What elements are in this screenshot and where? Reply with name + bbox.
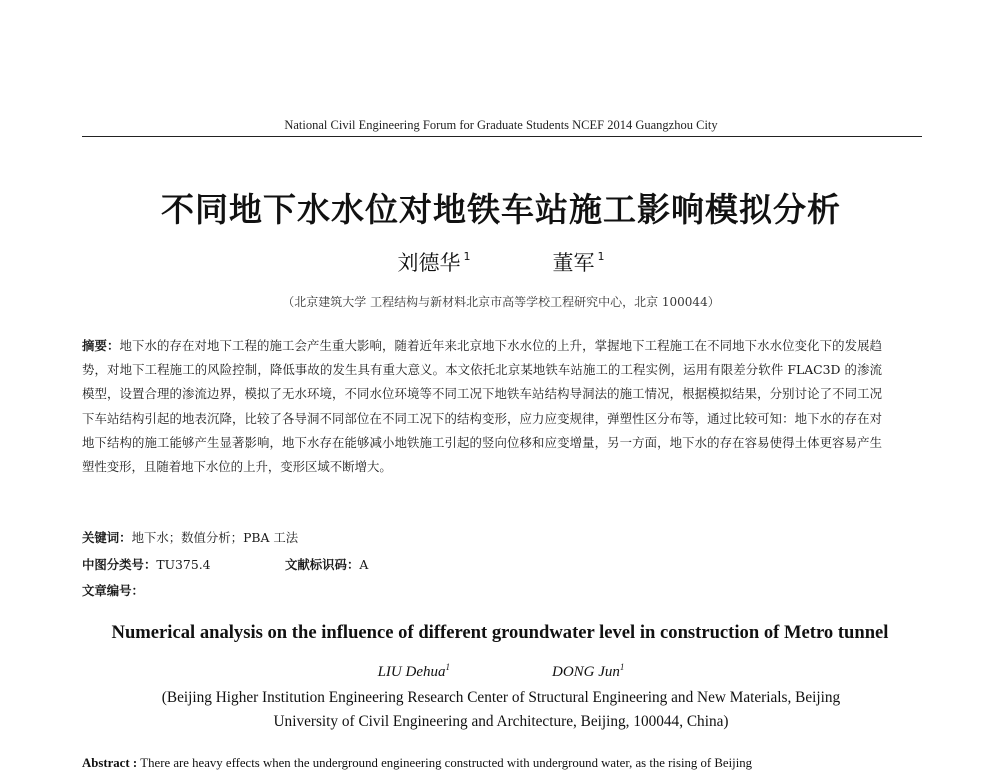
en-title: Numerical analysis on the influence of different groundwater level in construction of Metro tunnel: [111, 622, 889, 643]
cn-keywords: [82, 528, 882, 546]
cn-classification: [82, 555, 882, 573]
en-author-1: [378, 664, 450, 680]
cn-article-number: [82, 581, 882, 599]
cn-author-2-name: 董军: [552, 251, 595, 275]
en-affiliation-line-2: University of Civil Engineering and Architecture, Beijing, 100044, China): [273, 713, 729, 730]
en-author-2-name: DONG Jun: [552, 664, 620, 680]
en-abstract: [82, 756, 920, 771]
cn-author-2: [553, 247, 605, 277]
en-affiliation: [82, 686, 920, 734]
en-author-1-name: LIU Dehua: [377, 664, 446, 680]
cn-keywords-label: 关键词：: [82, 530, 132, 545]
en-author-2: [552, 664, 624, 680]
en-authors: [82, 662, 920, 681]
cn-author-1-name: 刘德华: [397, 251, 461, 275]
header-rule: [82, 136, 922, 137]
running-header: National Civil Engineering Forum for Graduate Students NCEF 2014 Guangzhou City: [284, 118, 718, 132]
cn-doc-code: [285, 555, 368, 573]
en-author-2-sup: 1: [619, 662, 625, 672]
en-abstract-separator: :: [129, 756, 141, 770]
cn-author-1: [398, 247, 471, 277]
cn-author-1-sup: 1: [463, 250, 471, 263]
cn-doc-code-label: 文献标识码：: [285, 557, 360, 572]
en-affiliation-line-1: (Beijing Higher Institution Engineering Research Center of Structural Engineering and New Materials, Beijing: [161, 689, 841, 706]
cn-abstract-text: 地下水的存在对地下工程的施工会产生重大影响，随着近年来北京地下水水位的上升，掌握地下工程施工在不同地下水水位变化下的发展趋势，对地下工程施工的风险控制，降低事故的发生具有重大意义。本文依托北京某地铁车站施工的工程实例，运用有限差分软件 FLAC3D 的渗流模型，设置合理的渗流边界，模拟了无水环境，不同水位环境等不同工况下地铁车站结构导洞法的施工情况，根据模拟结果，分别讨论了不同工况下车站结构引起的地表沉降，比较了各导洞不同部位在不同工况下的结构变形，应力应变规律，弹塑性区分布等，通过比较可知：地下水的存在对地下结构的施工能够产生显著影响，地下水存在能够减小地铁施工引起的竖向位移和应变增量，另一方面，地下水的存在容易使得土体更容易产生塑性变形，且随着地下水位的上升，变形区域不断增大。: [82, 338, 883, 475]
cn-article-number-label: 文章编号：: [82, 583, 144, 598]
en-author-1-sup: 1: [445, 662, 450, 672]
cn-title: 不同地下水水位对地铁车站施工影响模拟分析: [161, 190, 841, 229]
cn-abstract: [82, 334, 882, 479]
cn-author-2-sup: 1: [597, 250, 605, 263]
en-abstract-label: Abstract: [82, 756, 130, 770]
cn-authors: [82, 247, 920, 277]
en-abstract-text: There are heavy effects when the underground engineering constructed with underground water, as the rising of Beijing: [140, 756, 753, 770]
cn-abstract-label: 摘要：: [82, 338, 120, 353]
cn-clc-value: TU375.4: [156, 557, 211, 572]
cn-clc-label: 中图分类号：: [82, 557, 157, 572]
cn-affiliation: （北京建筑大学 工程结构与新材料北京市高等学校工程研究中心，北京 100044）: [282, 295, 720, 309]
cn-keywords-value: 地下水；数值分析；PBA 工法: [131, 530, 299, 545]
cn-doc-code-value: A: [359, 557, 369, 572]
